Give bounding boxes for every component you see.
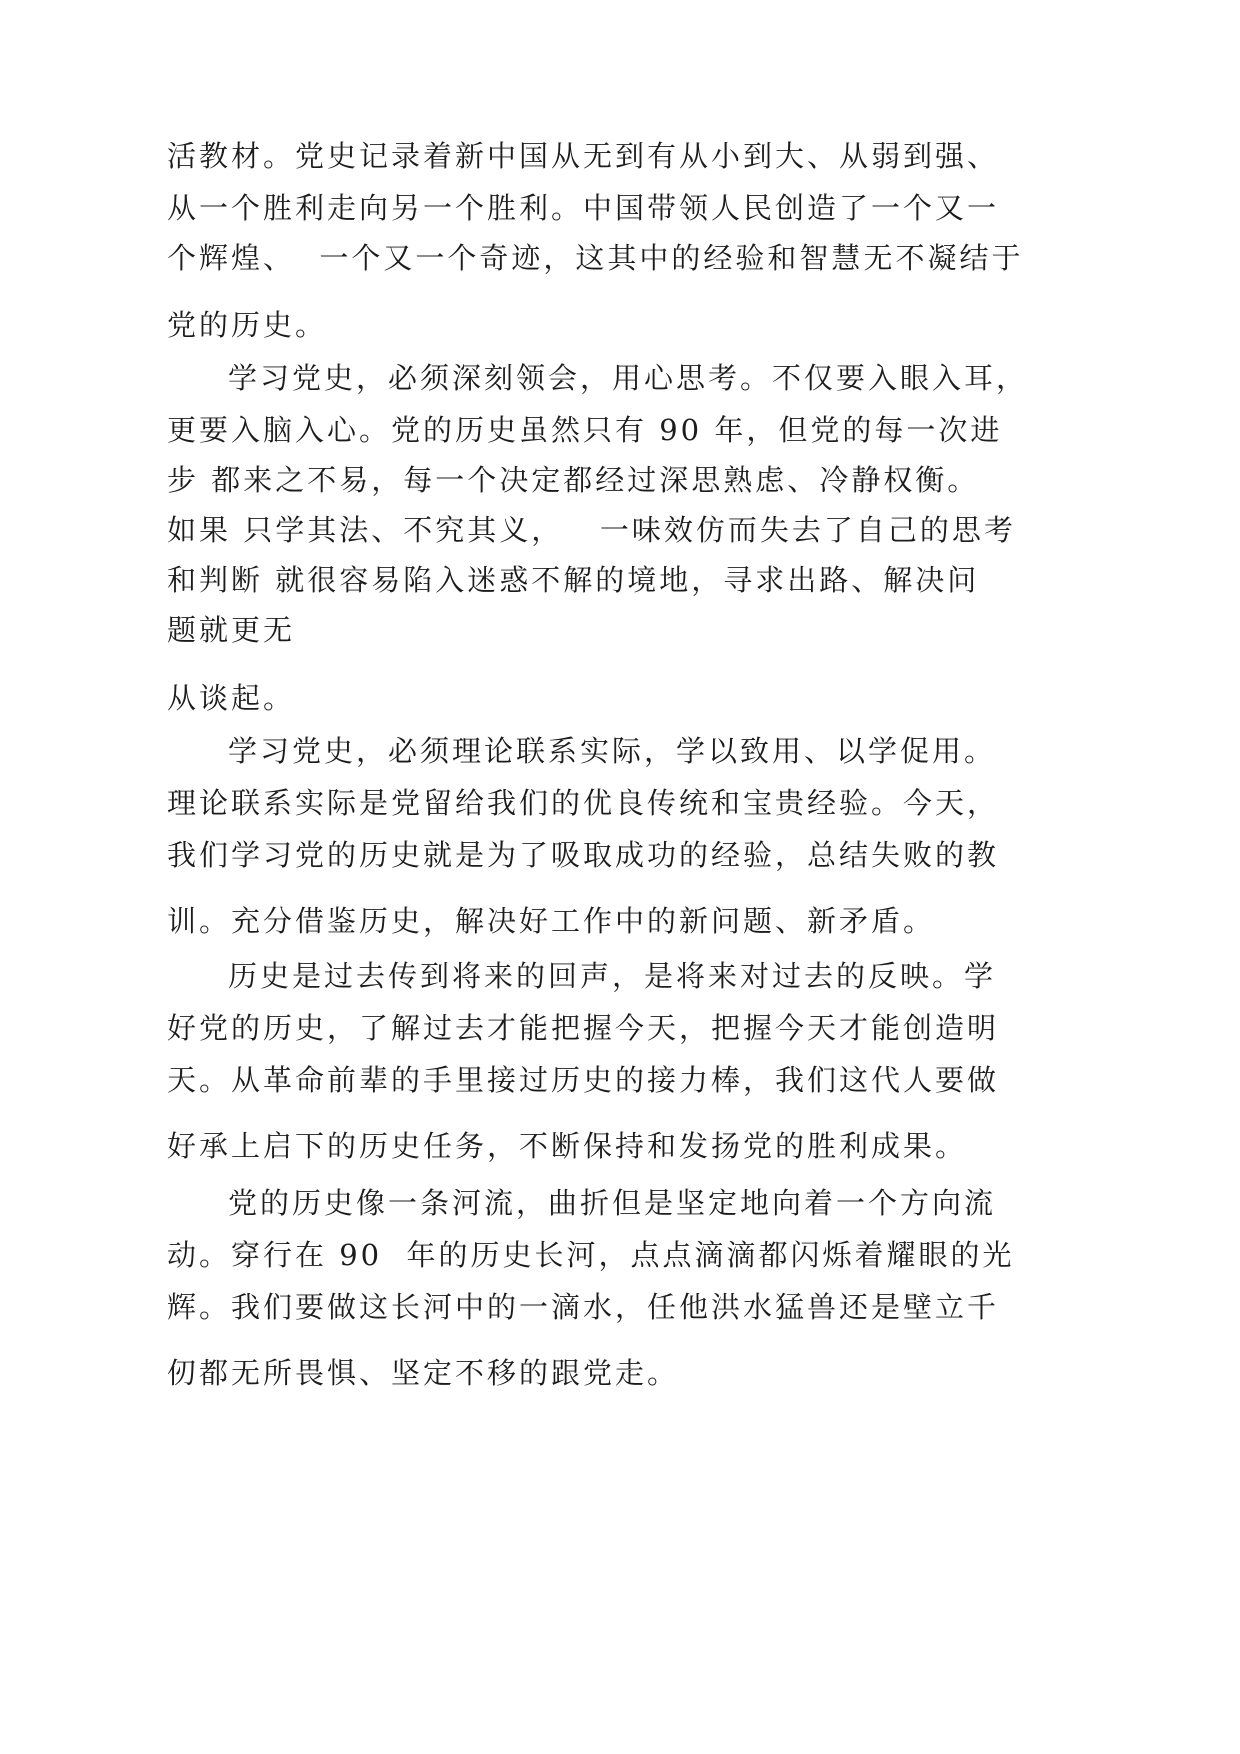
text-line-18: 天。从革命前辈的手里接过历史的接力棒，我们这代人要做 — [167, 1063, 1000, 1097]
text-line-2: 从一个胜利走向另一个胜利。中国带领人民创造了一个又一 — [167, 191, 1000, 225]
text-line-17: 好党的历史，了解过去才能把握今天，把握今天才能创造明 — [167, 1011, 1000, 1045]
text-line-11: 从谈起。 — [167, 681, 296, 715]
text-line-8: 如果 只学其法、不究其义， 一味效仿而失去了自己的思考 — [167, 513, 1016, 547]
text-line-5: 学习党史，必须深刻领会，用心思考。不仅要入眼入耳， — [228, 361, 1029, 395]
text-line-3: 个辉煌、 一个又一个奇迹，这其中的经验和智慧无不凝结于 — [167, 241, 1024, 275]
text-line-7: 步 都来之不易，每一个决定都经过深思熟虑、冷静权衡。 — [167, 463, 980, 497]
text-line-12: 学习党史，必须理论联系实际，学以致用、以学促用。 — [228, 734, 997, 768]
text-line-6: 更要入脑入心。党的历史虽然只有 90 年，但党的每一次进 — [167, 413, 1003, 447]
text-line-21: 动。穿行在 90 年的历史长河，点点滴滴都闪烁着耀眼的光 — [167, 1238, 1015, 1272]
text-line-14: 我们学习党的历史就是为了吸取成功的经验，总结失败的教 — [167, 838, 1000, 872]
text-line-1: 活教材。党史记录着新中国从无到有从小到大、从弱到强、 — [167, 139, 1000, 173]
text-line-16: 历史是过去传到将来的回声，是将来对过去的反映。学 — [228, 959, 997, 993]
text-line-13: 理论联系实际是党留给我们的优良传统和宝贵经验。今天， — [167, 786, 1000, 820]
text-line-10: 题就更无 — [167, 613, 296, 647]
text-line-20: 党的历史像一条河流，曲折但是坚定地向着一个方向流 — [228, 1186, 997, 1220]
text-line-9: 和判断 就很容易陷入迷惑不解的境地，寻求出路、解决问 — [167, 563, 980, 597]
text-line-23: 仞都无所畏惧、坚定不移的跟党走。 — [167, 1356, 680, 1390]
text-line-22: 辉。我们要做这长河中的一滴水，任他洪水猛兽还是壁立千 — [167, 1290, 1000, 1324]
text-line-4: 党的历史。 — [167, 308, 328, 342]
text-line-15: 训。充分借鉴历史，解决好工作中的新问题、新矛盾。 — [167, 904, 936, 938]
text-line-19: 好承上启下的历史任务，不断保持和发扬党的胜利成果。 — [167, 1129, 968, 1163]
